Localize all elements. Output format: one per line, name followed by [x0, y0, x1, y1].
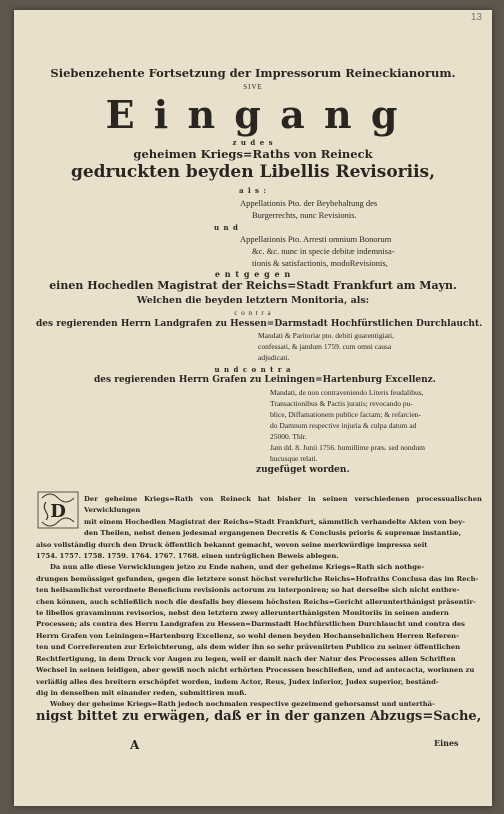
catchword: Eines [434, 738, 459, 748]
hessen-detail-2: confessati, & jandum 1759. cum omni causa [258, 342, 392, 351]
title-line-1: Siebenzehente Fortsetzung der Impressorum Reineckianorum. [50, 66, 456, 80]
appellation1-line1: Appellationis Pto. der Beybehaltung des [240, 198, 378, 208]
appellation2-line2: &c. &c. nunc in specie debitæ indemnisa- [252, 246, 395, 256]
entgegen: e n t g e g e n [214, 269, 292, 279]
body-line: Wechsel in seinen leidigen, aber gewiß noch nicht erhörten Processen beschließen, und ad antecacta, worinnen zu [36, 666, 475, 675]
body-line: ten heilsamlichst verordnete Beneficium revisionis actorum zu interponiren; so hat derselbe sich nicht entbre- [36, 586, 460, 595]
title-zu-des: z u d e s [232, 138, 274, 147]
body-line: Da nun alle diese Verwicklungen jetzo zu Ende nahen, und der geheime Kriegs=Rath sich nothge- [50, 563, 425, 572]
appellation1-line2: Burgerrechts, nunc Revisionis. [252, 210, 357, 220]
body-line: Herrn Grafen von Leiningen=Hartenburg Excellenz, so wohl denen beyden Hochansehnlichen Herren Referen- [36, 631, 459, 640]
body-line: Processen; als contra des Herrn Landgrafen zu Hessen=Darmstadt Hochfürstlichen Durchlaucht und contra des [36, 620, 465, 629]
contra-1: c o n t r a [234, 309, 272, 317]
body-line: dig in denselben mit einander reden, submittiren muß. [36, 688, 247, 697]
body-line: den Theilen, nebst denen jedesmal ergangenen Decretis & Conclusis prioris & supremæ instantiæ, [84, 529, 462, 538]
hessen-line: des regierenden Herrn Landgrafen zu Hessen=Darmstadt Hochfürstlichen Durchlaucht. [36, 319, 483, 329]
signature-mark: A [130, 738, 140, 752]
title-raths: geheimen Kriegs=Raths von Reineck [133, 147, 373, 161]
leiningen-detail-6: Jam dd. 8. Junii 1756. humillime præs. sed nondum [270, 443, 425, 452]
title-eingang: E i n g a n g [105, 92, 401, 137]
appellation2-line3: tionis & satisfactionis, modoRevisionis, [252, 258, 388, 268]
leiningen-detail-7: hucusque relati. [270, 454, 318, 463]
leiningen-line: des regierenden Herrn Grafen zu Leiningen=Hartenburg Excellenz. [94, 375, 436, 385]
body-line: also vollständig durch den Druck öffentlich bekannt gemacht, wovon seine merkwürdige impressa seit [36, 540, 428, 549]
leiningen-detail-4: do Damnum respective injuria & culpa datum ad [270, 421, 417, 430]
leiningen-detail-5: 25000. Thlr. [270, 432, 307, 441]
page-number: 13 [470, 12, 482, 23]
hessen-detail-3: adjudicati. [258, 353, 290, 362]
body-line: Wobey der geheime Kriegs=Rath jedoch nochmalen respective gezeimend gehorsamst und unterthä- [50, 700, 435, 709]
body-line: Der geheime Kriegs=Rath von Reineck hat bisher in seinen verschiedenen processualischen Verwicklungen [84, 495, 482, 515]
und-1: u n d [214, 223, 239, 232]
body-line: te libellos gravaminum revisorios, nebst den letztern zwey allerunterthänigsten Monitoriis in seinen andern [36, 609, 449, 618]
body-line: chen können, auch schließlich noch die desfalls bey diesem höchsten Reichs=Gericht allerunterthänigst präsentir- [36, 597, 476, 606]
document-page [14, 10, 492, 806]
frankfurt-line: einen Hochedlen Magistrat der Reichs=Stadt Frankfurt am Mayn. [49, 279, 457, 292]
svg-text:D: D [50, 501, 66, 522]
body-line: Rechtfertigung, in dem Druck vor Augen zu legen, weil er damit nach der Natur des Processes allen Schriften [36, 654, 456, 663]
leiningen-detail-2: Transactionibus & Pactis juratis; revocando pu- [270, 399, 413, 408]
body-paragraphs [36, 494, 482, 722]
body-line: ten und Correferenten zur Erleichterung, als dem wider ihn so sehr präveniirten Publico zu seiner öffentlichen [36, 643, 461, 652]
body-line: drungen bemüssiget gefunden, gegen die letztere sonst höchst verehrliche Reichs=Hofraths Conclusa das im Rech- [36, 574, 479, 583]
title-als: a l s : [238, 186, 268, 195]
leiningen-detail-1: Mandati, de non contraveniendo Literis feudalibus, [270, 388, 424, 397]
body-line: verläßig alles des breitern erschöpfet worden, indem Actor, Reus, Judex inferior, Judex superior, beständ- [36, 677, 439, 686]
body-line: mit einem Hochedlen Magistrat der Reichs=Stadt Frankfurt, sämmtlich verhandelte Akten von bey- [84, 517, 465, 526]
title-gedruckten: gedruckten beyden Libellis Revisoriis, [70, 162, 436, 182]
hessen-detail-1: Mandati & Paritoriæ pto. debiti guarentigiati, [258, 331, 395, 340]
zugefueget-line: zugefüget worden. [256, 465, 350, 475]
body-line-final: nigst bittet zu erwägen, daß er in der ganzen Abzugs=Sache, [36, 708, 482, 724]
appellation2-line1: Appellationis Pto. Arresti omnium Bonorum [240, 234, 392, 244]
und-contra: u n d c o n t r a [214, 365, 292, 374]
monitoria-line: Welchen die beyden letztern Monitoria, als: [136, 295, 370, 306]
body-line: 1754. 1757. 1758. 1759. 1764. 1767. 1768. einen untrüglichen Beweis ablegen. [36, 552, 339, 561]
title-sive: SIVE [243, 83, 263, 91]
leiningen-detail-3: blice, Diffamationem publice factam; & refarcien- [270, 410, 422, 419]
